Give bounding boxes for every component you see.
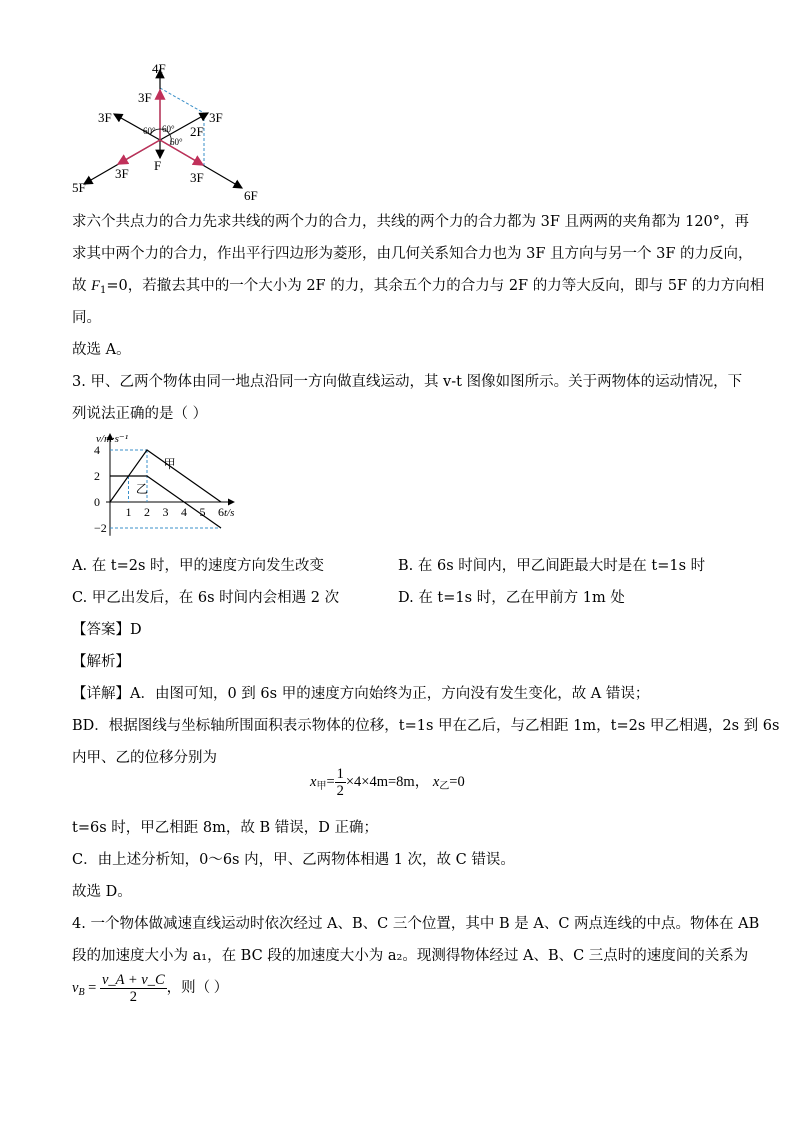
angle-label: 60° [170, 137, 183, 147]
detail-line: 【详解】A．由图可知，0 到 6s 甲的速度方向始终为正，方向没有发生变化，故 A 错误； [72, 686, 650, 702]
question-3-stem: 3. 甲、乙两个物体由同一地点沿同一方向做直线运动，其 v-t 图像如图所示。关于两物体的运动情况，下 [72, 374, 743, 390]
text-line: 求六个共点力的合力先求共线的两个力的合力，共线的两个力的合力都为 3F 且两两的夹角都为 120°，再 [72, 214, 750, 230]
option-c[interactable]: C. 甲乙出发后，在 6s 时间内会相遇 2 次 [72, 590, 340, 606]
dashed-line [160, 88, 204, 113]
answer-line: 【答案】D [72, 622, 142, 638]
answer-line: 故选 A。 [72, 342, 131, 358]
detail-line: 内甲、乙的位移分别为 [72, 750, 217, 766]
analysis-label: 【解析】 [72, 654, 130, 670]
y-tick-label: 0 [94, 495, 100, 509]
y-tick-label: 2 [94, 469, 100, 483]
label-3f-left: 3F [98, 110, 112, 125]
label-3f-lower-left: 3F [115, 166, 129, 181]
x-tick-label: 6 [218, 505, 224, 519]
force-diagram [66, 58, 276, 208]
label-3f-lower-right: 3F [190, 170, 204, 185]
x-tick-label: 1 [125, 505, 132, 519]
y-tick-label: 4 [94, 443, 100, 457]
label-3f-up: 3F [138, 90, 152, 105]
detail-line: C．由上述分析知，0～6s 内，甲、乙两物体相遇 1 次，故 C 错误。 [72, 852, 515, 868]
series-label: 甲 [163, 457, 176, 472]
vt-chart [72, 428, 242, 546]
series-label: 乙 [135, 481, 148, 496]
question-3-stem: 列说法正确的是（ ） [72, 406, 208, 422]
angle-label: 60° [162, 124, 175, 134]
displacement-equation: $x_甲=$ $\frac{1}{2}$ ×4×4m=8m， $x_乙=0$ [310, 766, 465, 799]
label-2f: 2F [190, 124, 204, 139]
text-line: 同。 [72, 310, 101, 326]
question-4-stem: 4. 一个物体做减速直线运动时依次经过 A、B、C 三个位置，其中 B 是 A、C 两点连线的中点。物体在 AB [72, 916, 760, 932]
option-a[interactable]: A. 在 t=2s 时，甲的速度方向发生改变 [72, 558, 325, 574]
x-tick-label: 2 [144, 505, 150, 519]
text-line: 求其中两个力的合力，作出平行四边形为菱形，由几何关系知合力也为 3F 且方向与另一个 3F 的力反向， [72, 246, 753, 262]
y-axis-label: v/m·s⁻¹ [96, 433, 129, 445]
x-axis-label: t/s [224, 507, 235, 519]
question-4-stem: 段的加速度大小为 a₁，在 BC 段的加速度大小为 a₂。现测得物体经过 A、B、C 三点时的速度间的关系为 [72, 948, 749, 964]
label-6f: 6F [244, 188, 258, 203]
label-f: F [154, 158, 162, 173]
y-tick-label: −2 [94, 521, 107, 535]
detail-line: BD．根据图线与坐标轴所围面积表示物体的位移，t=1s 甲在乙后，与乙相距 1m，t=2s 甲乙相遇，2s 到 6s [72, 718, 780, 734]
x-tick-label: 5 [199, 505, 206, 519]
option-b[interactable]: B. 在 6s 时间内，甲乙间距最大时是在 t=1s 时 [398, 558, 706, 574]
angle-label: 60° [143, 126, 156, 136]
detail-line: t=6s 时，甲乙相距 8m，故 B 错误，D 正确； [72, 820, 378, 836]
x-tick-label: 3 [162, 505, 169, 519]
x-tick-label: 4 [181, 505, 187, 519]
label-3f-right: 3F [209, 110, 223, 125]
label-5f: 5F [72, 180, 86, 195]
velocity-relation: $v_B$ = $\frac{v\_A + v\_C}{2}$ ，则（ ） [72, 972, 229, 1005]
text-line: 故 $F_1=0$，若撤去其中的一个大小为 2F 的力，其余五个力的合力与 2F 的力等大反向，即与 5F 的力方向相 [72, 278, 765, 296]
label-4f: 4F [152, 61, 166, 76]
option-d[interactable]: D. 在 t=1s 时，乙在甲前方 1m 处 [398, 590, 625, 606]
detail-line: 故选 D。 [72, 884, 132, 900]
